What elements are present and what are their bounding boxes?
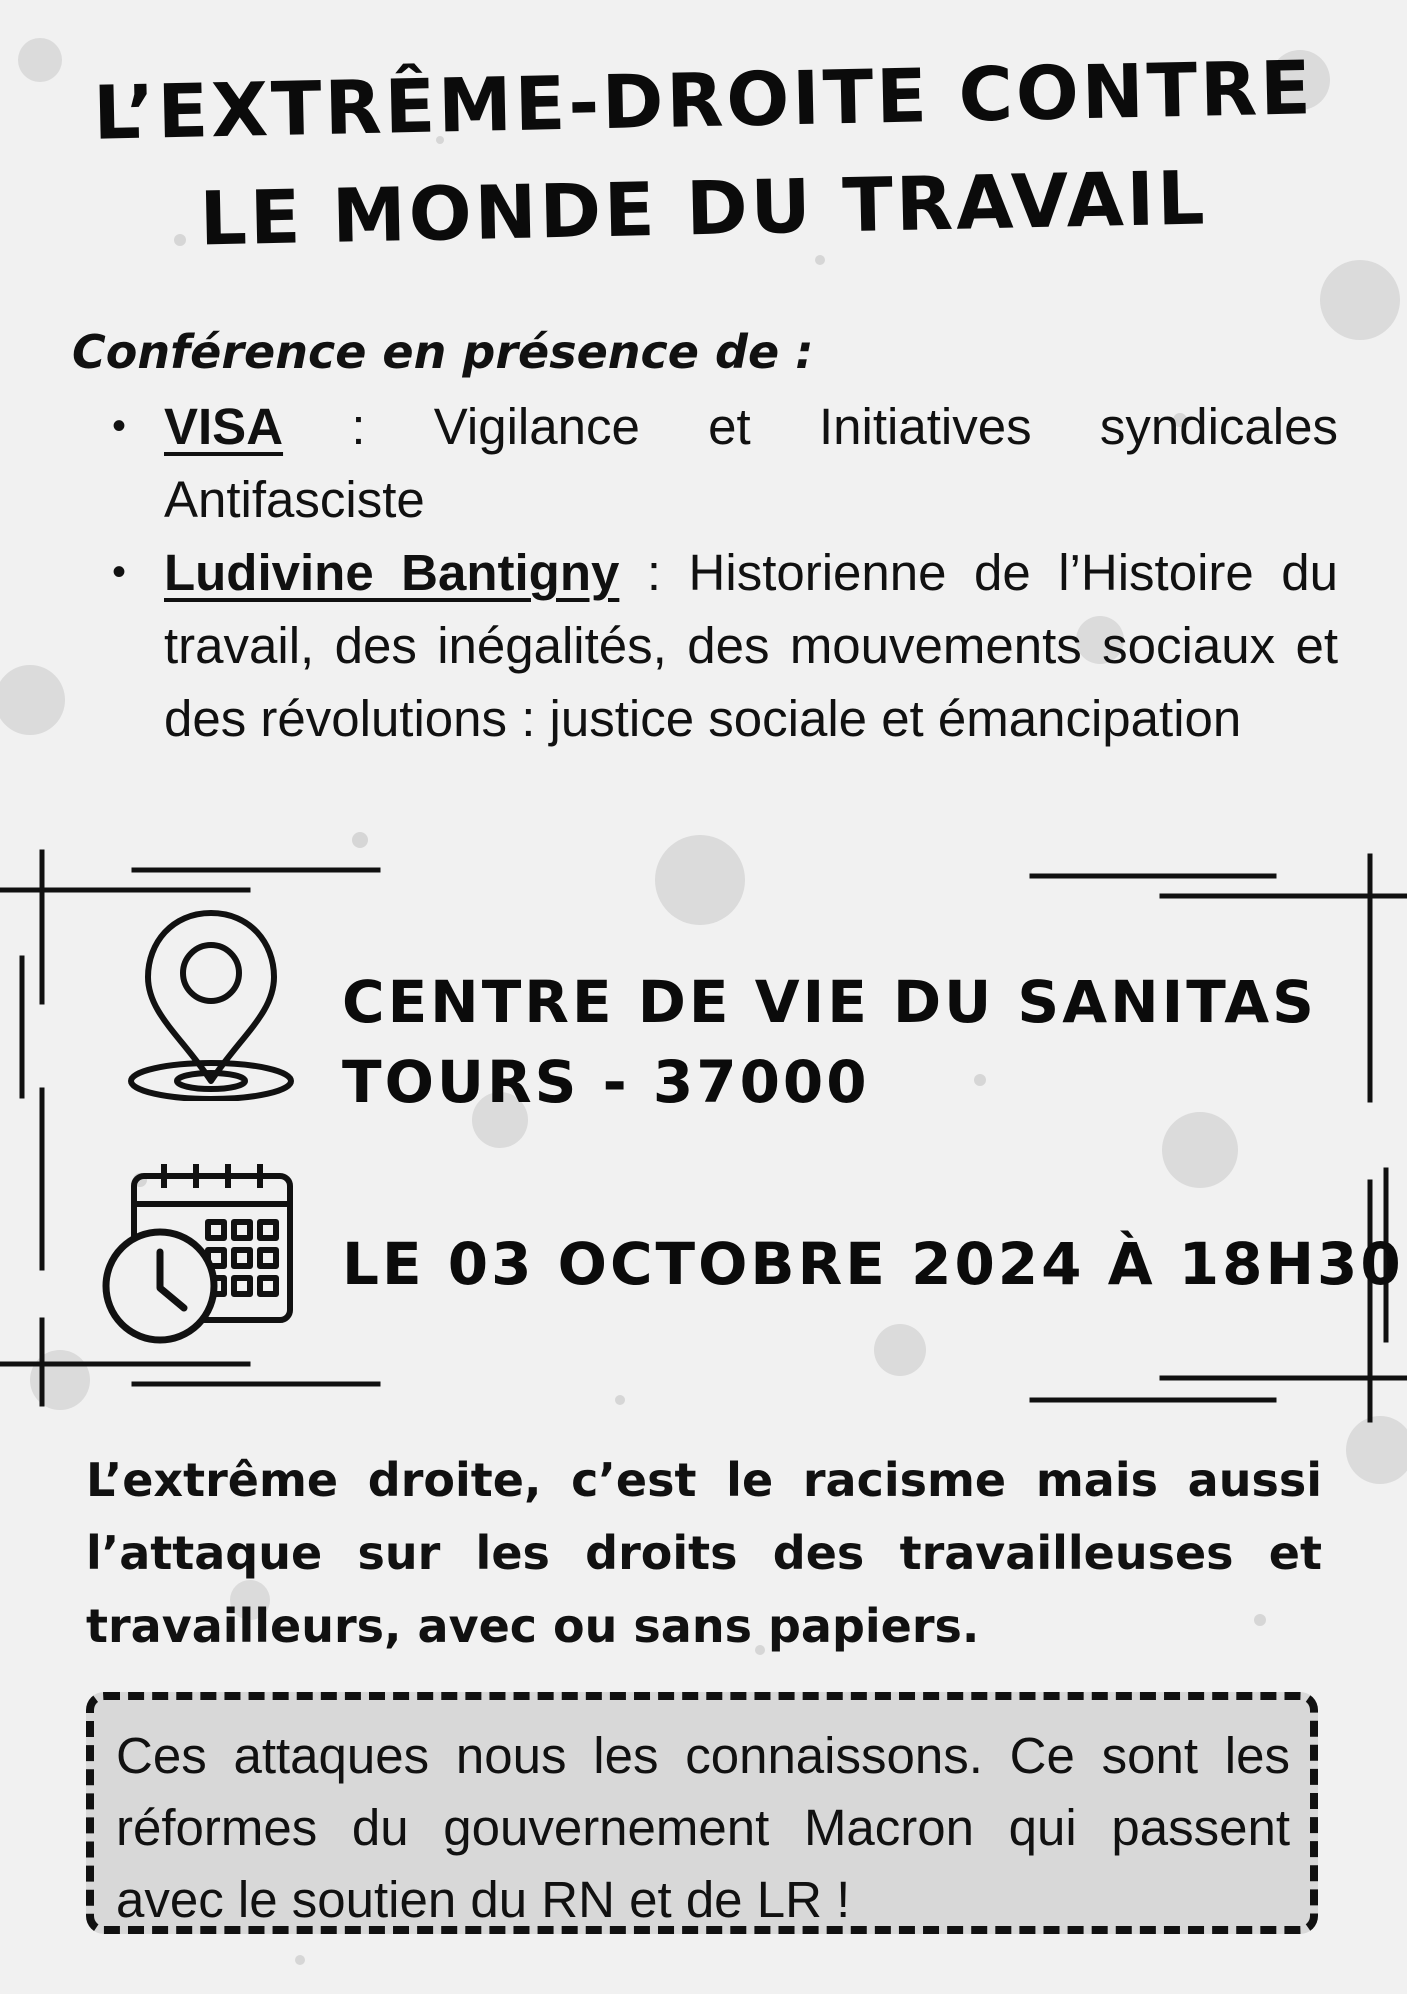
speaker-name: VISA [164,398,284,455]
speaker-description: : Historienne de l’Histoire du travail, des inégalités, des mouvements sociaux et des révolutions : justice sociale et émancipation [164,544,1338,747]
callout-box [86,1692,1318,1934]
list-item [104,536,1338,755]
title-line-2: LE MONDE DU TRAVAIL [198,155,1209,263]
intro-heading: Conférence en présence de : [72,325,814,379]
callout-text: Ces attaques nous les connaissons. Ce sont les réformes du gouvernement Macron qui passent avec le soutien du RN et de LR ! [116,1727,1290,1928]
map-pin-icon [122,905,300,1101]
calendar-clock-icon [98,1160,298,1345]
bullet-icon: • [112,550,127,594]
speaker-description: : Vigilance et Initiatives syndicales Antifasciste [164,398,1338,528]
speaker-name: Ludivine Bantigny [164,544,620,601]
list-item [104,390,1338,536]
speaker-list [104,390,1338,755]
bullet-icon: • [112,404,127,448]
title-line-1: L’EXTRÊME-DROITE CONTRE [92,45,1315,157]
statement-text: L’extrême droite, c’est le racisme mais aussi l’attaque sur les droits des travailleuses et travailleurs, avec ou sans papiers. [86,1453,1322,1653]
venue-name: CENTRE DE VIE DU SANITAS [342,968,1317,1036]
event-date: LE 03 OCTOBRE 2024 À 18H30 [342,1230,1404,1298]
venue-city: TOURS - 37000 [342,1048,870,1116]
